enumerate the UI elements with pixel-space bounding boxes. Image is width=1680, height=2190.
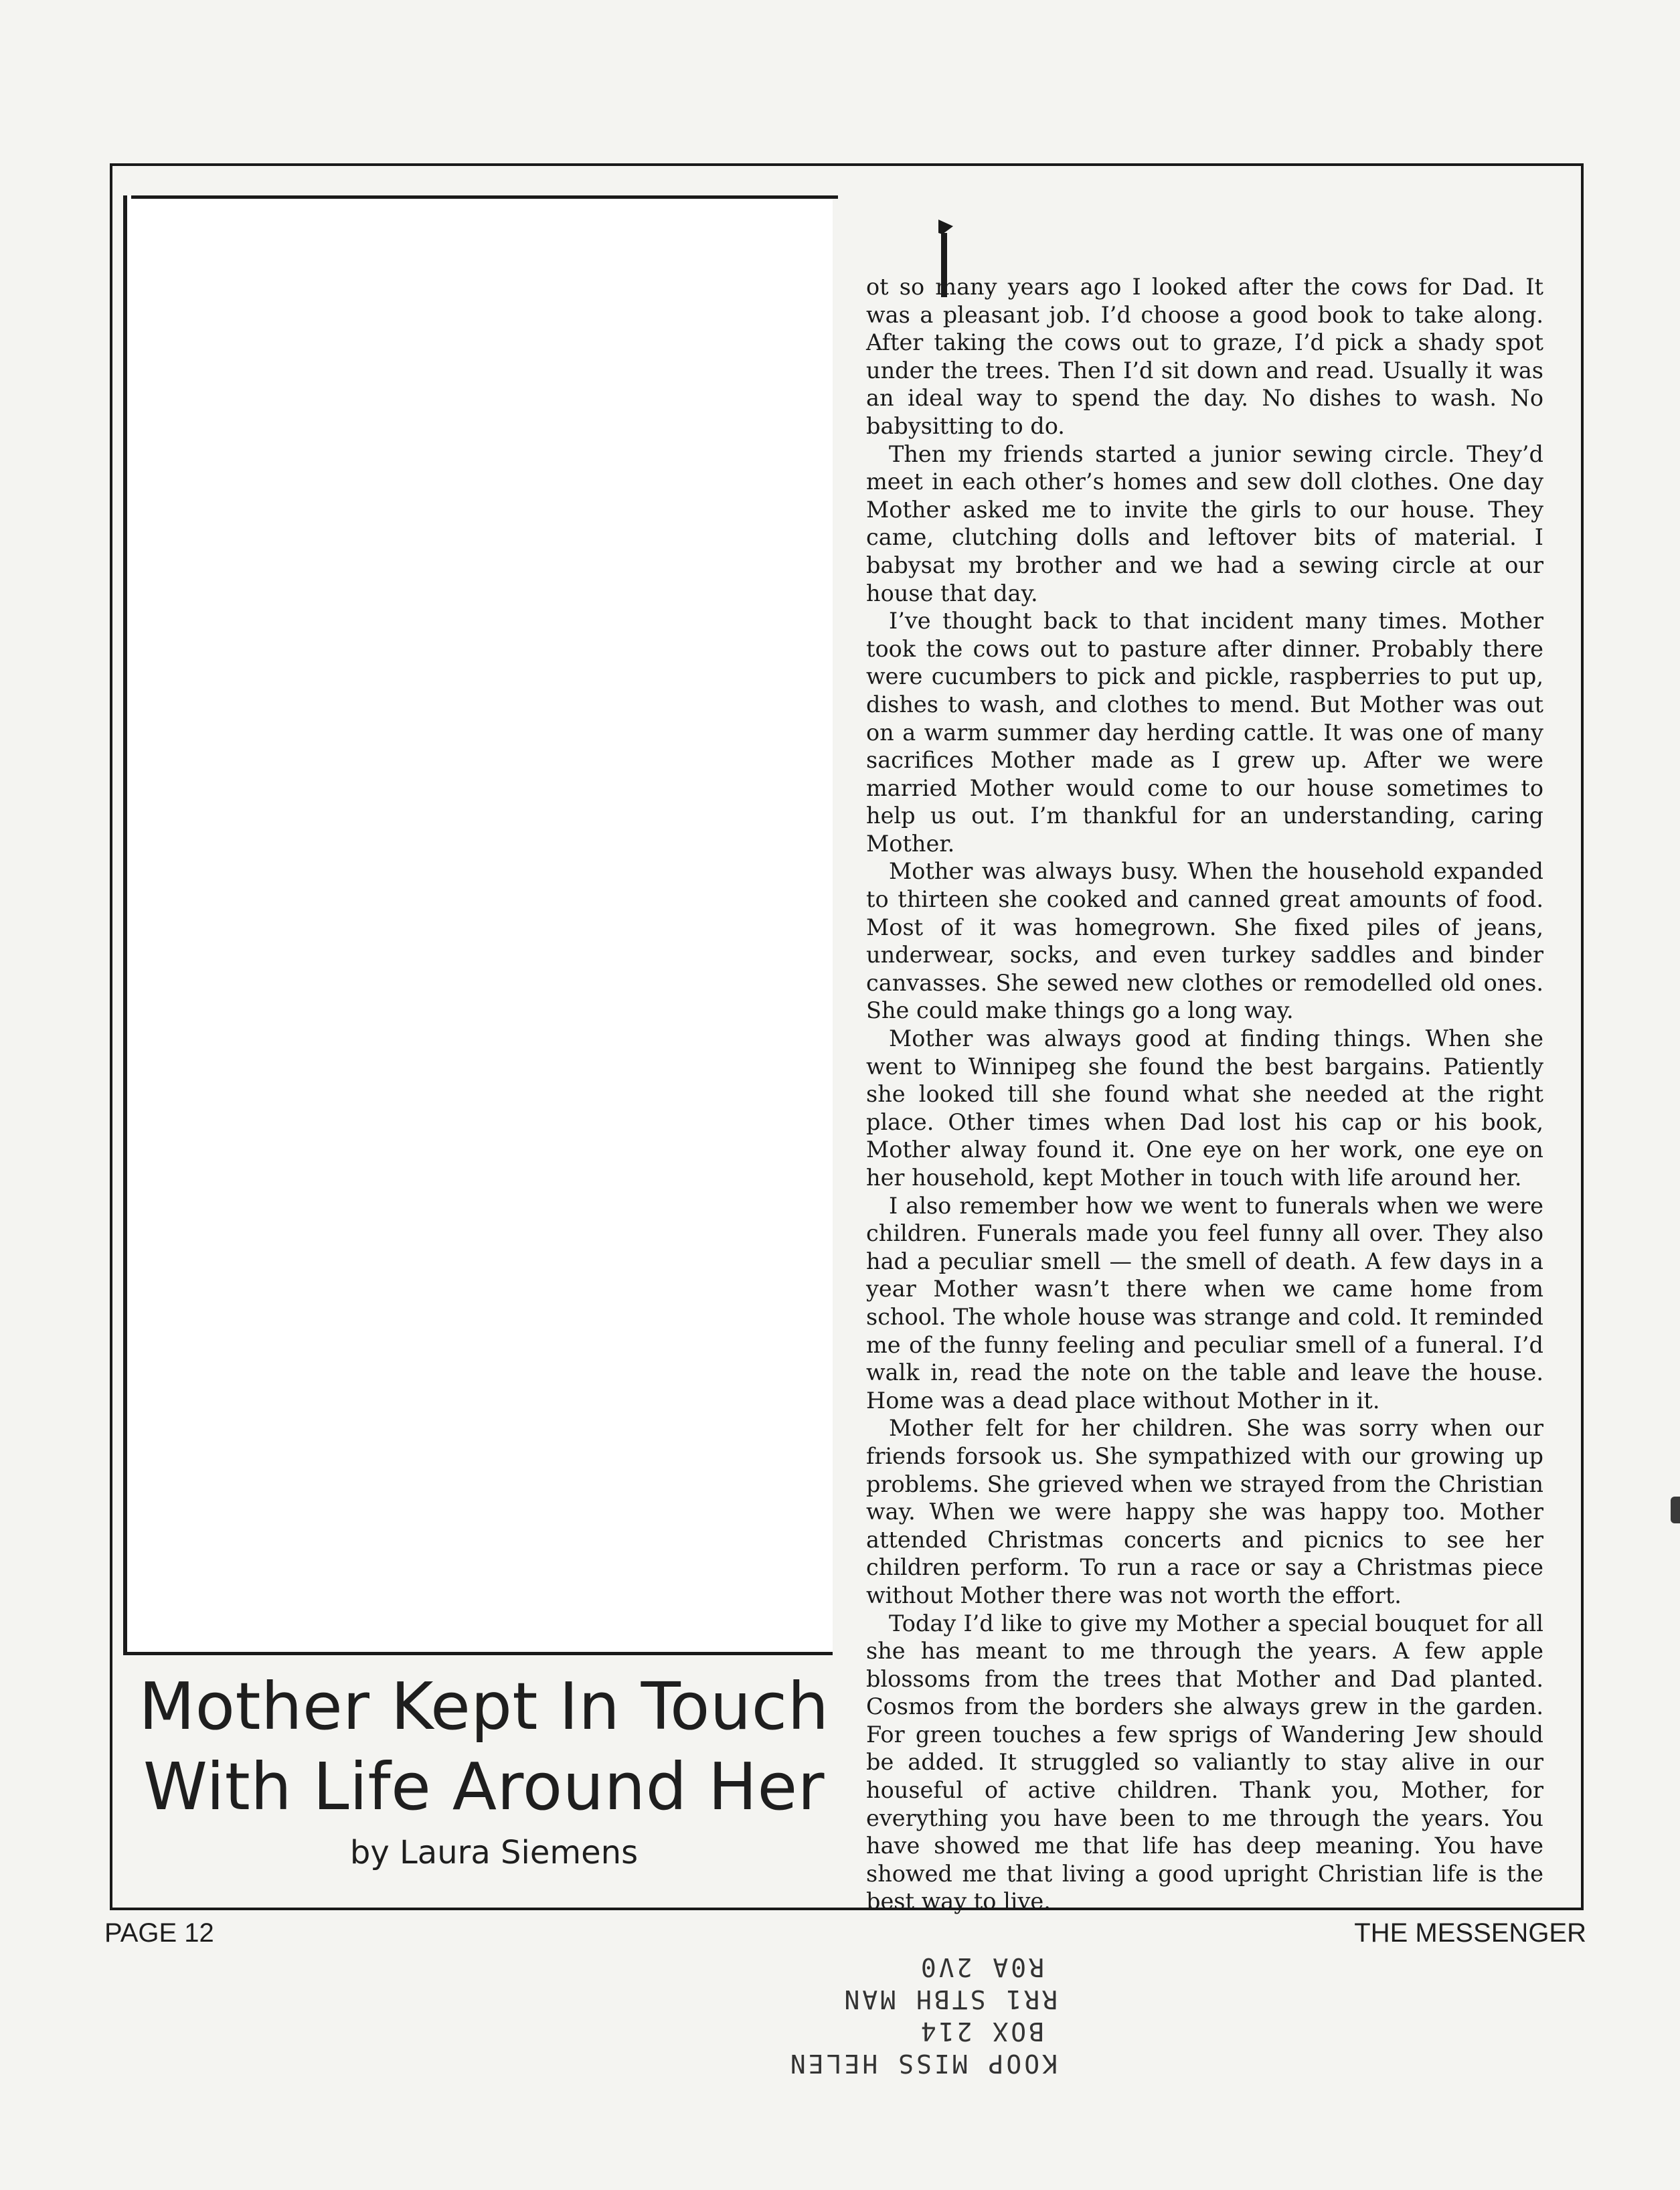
- page-number: PAGE 12: [104, 1918, 214, 1948]
- title-line-1: Mother Kept In Touch: [139, 1669, 829, 1744]
- article-body: [866, 212, 1543, 1916]
- paragraph: I’ve thought back to that incident many times. Mother took the cows out to pasture after dinner. Probably there were cucumbers to pick and pickle, raspberries to put up, dishes to wash, and clothes to mend. But Mother was out on a warm summer day herding cattle. It was one of many sacrifices Mother made as I grew up. After we were married Mother would come to our house sometimes to help us out. I’m thankful for an understanding, caring Mother.: [866, 608, 1543, 857]
- stamp-line: R0A 2V0: [918, 1952, 1044, 1982]
- paragraph: ot so many years ago I looked after the cows for Dad. It was a pleasant job. I’d choose a good book to take along. After taking the cows out to graze, I’d pick a shady spot under the trees. Then I’d sit down and read. Usually it was an ideal way to spend the day. No dishes to wash. No babysitting to do.: [866, 274, 1543, 439]
- article-title: [126, 1667, 842, 1827]
- edge-mark: [1671, 1497, 1680, 1523]
- publication-name: THE MESSENGER: [1354, 1918, 1586, 1948]
- photo-area: [123, 195, 833, 1655]
- address-stamp: [743, 1951, 1058, 2080]
- title-line-2: With Life Around Her: [143, 1749, 825, 1825]
- paragraph: Mother was always good at finding things. When she went to Winnipeg she found the best bargains. Patiently she looked till she found what she needed at the right place. Other times when Dad lost his cap or his book, Mother alway found it. One eye on her work, one eye on her household, kept Mother in touch with life around her.: [866, 1025, 1543, 1191]
- photo-bottom-rule: [123, 1652, 833, 1655]
- byline: by Laura Siemens: [349, 1834, 639, 1871]
- paragraph: Mother felt for her children. She was sorry when our friends forsook us. She sympathized with our growing up problems. She grieved when we strayed from the Christian way. When we were happy she was happy too. Mother attended Christmas concerts and picnics to see her children perform. To run a race or say a Christmas piece without Mother there was not worth the effort.: [866, 1415, 1543, 1608]
- paragraph: I also remember how we went to funerals when we were children. Funerals made you feel funny all over. They also had a peculiar smell — the smell of death. A few days in a year Mother wasn’t there when we came home from school. The whole house was strange and cold. It reminded me of the funny feeling and peculiar smell of a funeral. I’d walk in, read the note on the table and leave the house. Home was a dead place without Mother in it.: [866, 1192, 1543, 1414]
- stamp-line: BOX 214: [918, 2017, 1044, 2046]
- photo-top-rule: [131, 195, 838, 199]
- paragraph: Mother was always busy. When the household expanded to thirteen she cooked and canned great amounts of food. Most of it was homegrown. She fixed piles of jeans, underwear, socks, and even turkey saddles and binder canvasses. She sewed new clothes or remodelled old ones. She could make things go a long way.: [866, 858, 1543, 1024]
- stamp-line: KOOP MISS HELEN: [787, 2049, 1058, 2078]
- paragraph: Then my friends started a junior sewing circle. They’d meet in each other’s homes and sew doll clothes. One day Mother asked me to invite the girls to our house. They came, clutching dolls and leftover bits of material. I babysat my brother and we had a sewing circle at our house that day.: [866, 440, 1543, 606]
- paragraph: Today I’d like to give my Mother a special bouquet for all she has meant to me through the years. A few apple blossoms from the trees that Mother and Dad planted. Cosmos from the borders she always grew in the garden. For green touches a few sprigs of Wandering Jew should be added. It struggled so valiantly to stay alive in our houseful of active children. Thank you, Mother, for everything you have been to me through the years. You have showed me that life has deep meaning. You have showed me that living a good upright Christian life is the best way to live.: [866, 1610, 1543, 1915]
- stamp-line: RR1 STBH MAN: [841, 1985, 1058, 2014]
